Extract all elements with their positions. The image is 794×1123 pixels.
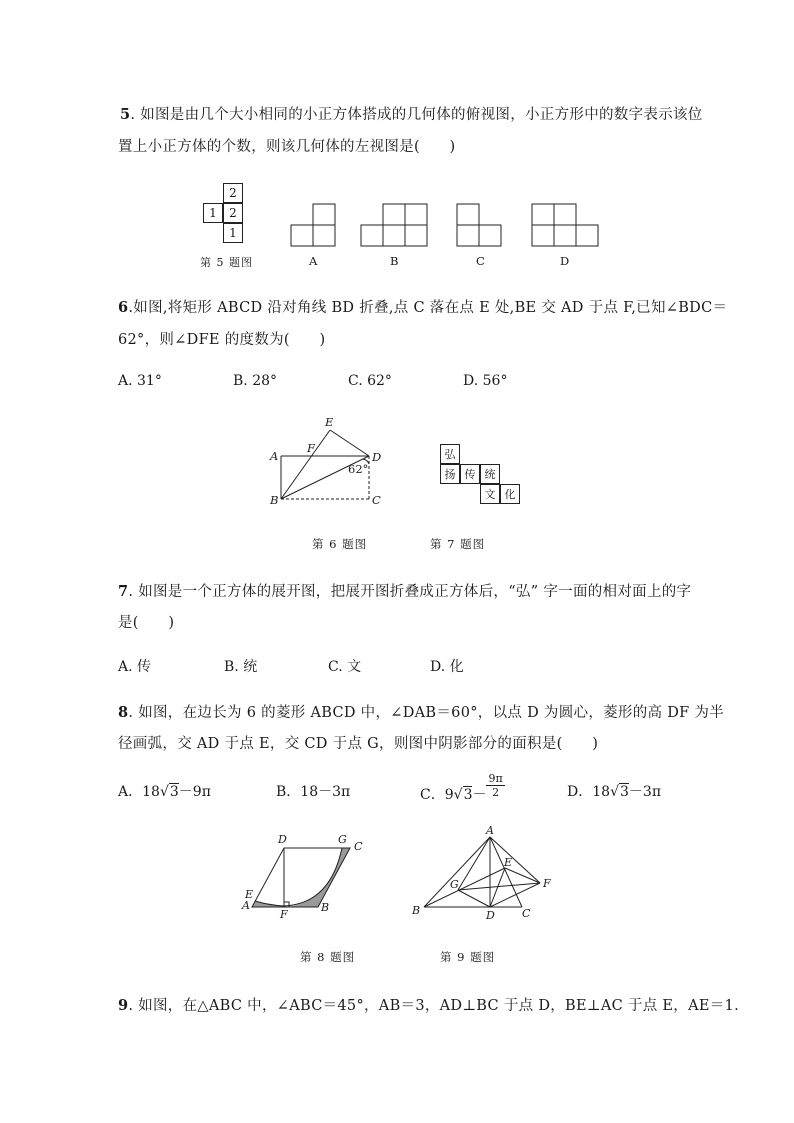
q9-segment-gd (458, 890, 490, 907)
q6-label-b: B (270, 493, 279, 507)
q5-text-line2: 置上小正方体的个数，则该几何体的左视图是( ) (118, 139, 456, 155)
q8-option-a-label: A． (118, 784, 143, 800)
q6-label-f: F (307, 441, 315, 455)
q8-option-a: A．18√3－9π (118, 784, 211, 800)
q8-stem: . 如图，在边长为 6 的菱形 ABCD 中，∠DAB＝60°，以点 D 为圆心，菱形的高 DF 为半 (128, 705, 725, 721)
q9-side-ab (424, 837, 490, 907)
q6-caption: 第 6 题图 (312, 537, 368, 551)
q8-option-b-value: 18－3π (300, 784, 351, 800)
q8-label-c: C (354, 840, 363, 853)
q9-text-line1 (118, 994, 739, 1015)
q8-label-d: D (278, 833, 287, 846)
q7-option-d: D. 化 (430, 659, 464, 675)
q7-net-cell: 统 (480, 464, 500, 484)
q6-option-b: B. 28° (233, 373, 278, 389)
q5-number: 5 (120, 106, 131, 123)
q8-option-d-rest: －3π (628, 784, 662, 800)
q8-option-a-coef: 18 (142, 784, 160, 800)
q5-option-b-label: B (390, 254, 400, 268)
q8-option-d-coef: 18 (592, 784, 611, 800)
q5-grid-cell: 1 (223, 223, 243, 243)
q5-grid-cell: 2 (223, 203, 243, 223)
q8-label-g: G (338, 833, 347, 846)
q6-label-a: A (270, 449, 279, 463)
q9-segment-ag (458, 837, 490, 890)
q5-caption: 第 5 题图 (200, 256, 253, 269)
q7-net-cell: 扬 (440, 464, 460, 484)
q8-label-b: B (321, 901, 330, 914)
q9-label-d: D (486, 909, 495, 922)
q9-caption: 第 9 题图 (440, 950, 496, 964)
q7-net-cell: 化 (500, 484, 520, 504)
q6-option-c: C. 62° (348, 373, 392, 389)
q9-label-g: G (450, 878, 459, 891)
q7-option-a: A. 传 (118, 659, 152, 675)
q9-label-a: A (486, 824, 494, 837)
q9-label-b: B (412, 904, 421, 917)
q5-grid-cell: 1 (203, 203, 223, 223)
q8-label-e: E (245, 888, 254, 901)
q8-caption: 第 8 题图 (300, 950, 356, 964)
q7-stem: . 如图是一个正方体的展开图，把展开图折叠成正方体后，“弘” 字一面的相对面上的字 (128, 584, 692, 600)
q7-option-c: C. 文 (328, 659, 362, 675)
q7-net-cell: 文 (480, 484, 500, 504)
q9-label-e: E (504, 856, 513, 869)
q6-option-a: A. 31° (118, 373, 162, 389)
q8-label-f: F (280, 908, 288, 921)
q5-stem: . 如图是由几个大小相同的小正方体搭成的几何体的俯视图，小正方形中的数字表示该位 (130, 107, 703, 123)
q8-option-c-minus: － (472, 786, 487, 803)
q8-option-a-rest: －9π (178, 784, 211, 800)
q9-side-ac (490, 837, 522, 907)
q7-option-b: B. 统 (224, 659, 258, 675)
q8-number: 8 (118, 704, 129, 721)
q5-option-c-label: C (476, 254, 486, 268)
q9-label-f: F (543, 877, 551, 890)
q8-option-c-numerator: 9π (488, 772, 503, 785)
q9-segment-af (490, 837, 540, 883)
q9-number: 9 (118, 997, 129, 1014)
q8-option-c-coef: 9 (444, 786, 454, 803)
q8-label-a: A (242, 899, 250, 912)
q9-label-c: C (522, 907, 531, 920)
q7-number: 7 (118, 583, 129, 600)
q6-label-d: D (372, 450, 382, 464)
q8-option-c-denominator: 2 (492, 786, 500, 799)
q6-label-e: E (325, 415, 334, 429)
q8-option-c: C．9√3－ $\frac{9\pi}{2}$ (420, 772, 503, 803)
q8-option-c-label: C． (420, 786, 445, 803)
q6-stem: .如图,将矩形 ABCD 沿对角线 BD 折叠,点 C 落在点 E 处,BE 交 AD 于点 F,已知∠BDC＝ (128, 300, 728, 316)
q8-option-b-label: B． (276, 784, 301, 800)
q7-net-cell: 传 (460, 464, 480, 484)
q7-net-cell: 弘 (440, 444, 460, 464)
q6-text-line2: 62°，则∠DFE 的度数为( ) (118, 332, 326, 348)
q8-option-c-radicand: 3 (463, 786, 473, 803)
q5-option-d-label: D (560, 254, 571, 268)
q7-text-line2: 是( ) (118, 615, 175, 631)
q5-grid-cell: 2 (223, 183, 243, 203)
q9-stem: . 如图，在△ABC 中，∠ABC＝45°，AB＝3，AD⊥BC 于点 D，BE⊥AC 于点 E，AE＝1. (128, 998, 739, 1014)
q5-option-a-label: A (309, 254, 319, 268)
q8-option-d: D．18√3－3π (567, 784, 662, 800)
q6-label-angle: 62° (348, 462, 369, 476)
q8-option-a-radicand: 3 (169, 784, 179, 800)
q8-option-d-label: D． (567, 784, 593, 800)
q6-option-d: D. 56° (463, 373, 508, 389)
q8-option-d-radicand: 3 (619, 784, 629, 800)
q6-label-c: C (372, 493, 381, 507)
q7-caption: 第 7 题图 (430, 537, 486, 551)
q8-text-line2: 径画弧，交 AD 于点 E，交 CD 于点 G，则图中阴影部分的面积是( ) (118, 736, 599, 752)
q6-number: 6 (118, 299, 129, 316)
